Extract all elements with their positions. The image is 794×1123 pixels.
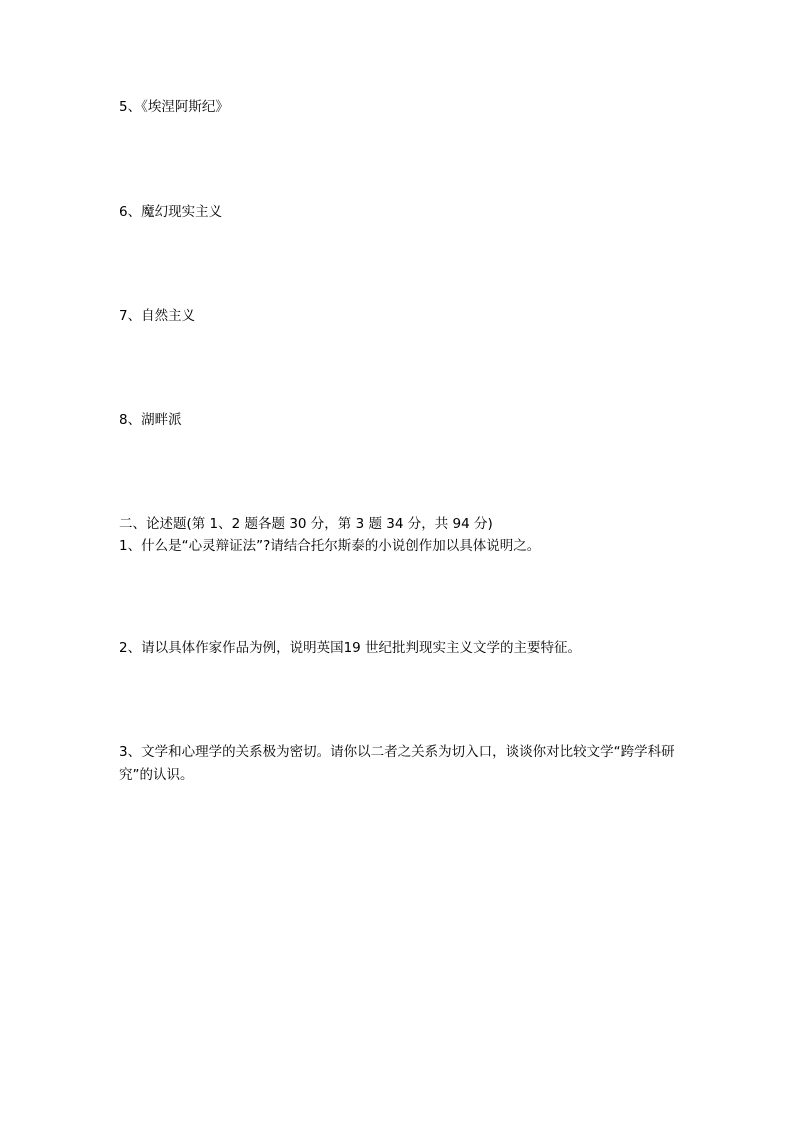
term-number: 6、 xyxy=(119,204,142,220)
essay-question-3: 3、文学和心理学的关系极为密切。请你以二者之关系为切入口，谈谈你对比较文学“跨学科研究”的认识。 xyxy=(119,744,675,783)
essay-question-1: 1、什么是“心灵辩证法”?请结合托尔斯泰的小说创作加以具体说明之。 xyxy=(119,538,541,554)
term-number: 7、 xyxy=(119,308,142,324)
term-number: 5、 xyxy=(119,99,142,115)
term-number: 8、 xyxy=(119,412,142,428)
term-item-7 xyxy=(119,306,195,326)
term-text: 《埃涅阿斯纪》 xyxy=(141,99,229,115)
essay-section-heading: 二、论述题(第 1、2 题各题 30 分，第 3 题 34 分，共 94 分) xyxy=(119,516,493,532)
term-item-8 xyxy=(119,410,182,430)
term-text: 湖畔派 xyxy=(141,412,182,428)
term-item-6 xyxy=(119,202,222,222)
term-item-5 xyxy=(119,97,229,117)
term-text: 魔幻现实主义 xyxy=(141,204,223,220)
essay-question-2: 2、请以具体作家作品为例，说明英国19 世纪批判现实主义文学的主要特征。 xyxy=(119,640,582,656)
term-text: 自然主义 xyxy=(141,308,196,324)
